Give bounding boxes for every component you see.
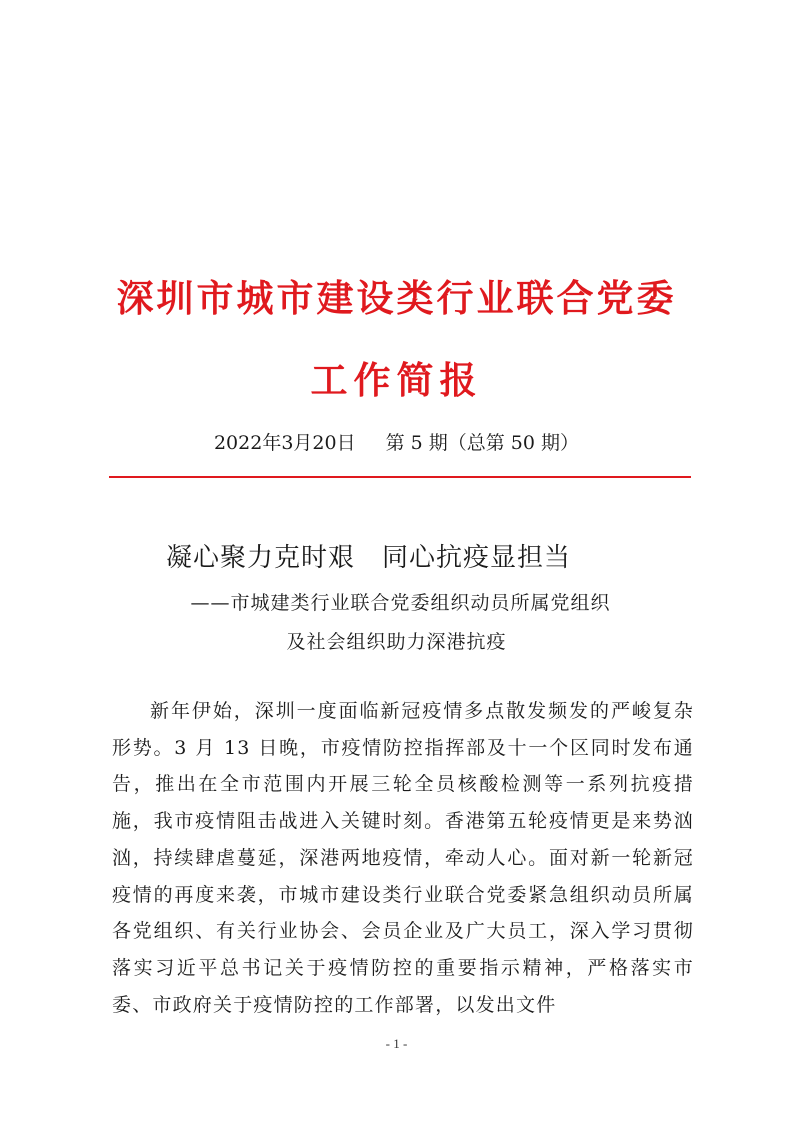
issue-info — [0, 428, 793, 455]
masthead-divider — [109, 476, 691, 478]
page-number: - 1 - — [385, 1036, 408, 1051]
issue-date: 2022年3月20日 — [213, 432, 356, 454]
article-paragraph: 新年伊始，深圳一度面临新冠疫情多点散发频发的严峻复杂形势。3 月 13 日晚，市疫情防控指挥部及十一个区同时发布通告，推出在全市范围内开展三轮全员核酸检测等一系列抗疫措施，我市疫情阻击战进入关键时刻。香港第五轮疫情更是来势汹汹，持续肆虐蔓延，深港两地疫情，牵动人心。面对新一轮新冠疫情的再度来袭，市城市建设类行业联合党委紧急组织动员所属各党组织、有关行业协会、会员企业及广大员工，深入学习贯彻落实习近平总书记关于疫情防控的重要指示精神，严格落实市委、市政府关于疫情防控的工作部署，以发出文件 — [112, 700, 694, 1016]
issue-number: 第 5 期（总第 50 期） — [385, 432, 580, 454]
article-headline: 凝心聚力克时艰 同心抗疫显担当 — [166, 543, 572, 573]
article-subtitle-line2: 及社会组织助力深港抗疫 — [286, 631, 507, 653]
article-subtitle-line1: ——市城建类行业联合党委组织动员所属党组织 — [190, 592, 611, 614]
organization-title: 深圳市城市建设类行业联合党委 — [116, 276, 677, 320]
publication-title: 工作简报 — [310, 358, 483, 402]
